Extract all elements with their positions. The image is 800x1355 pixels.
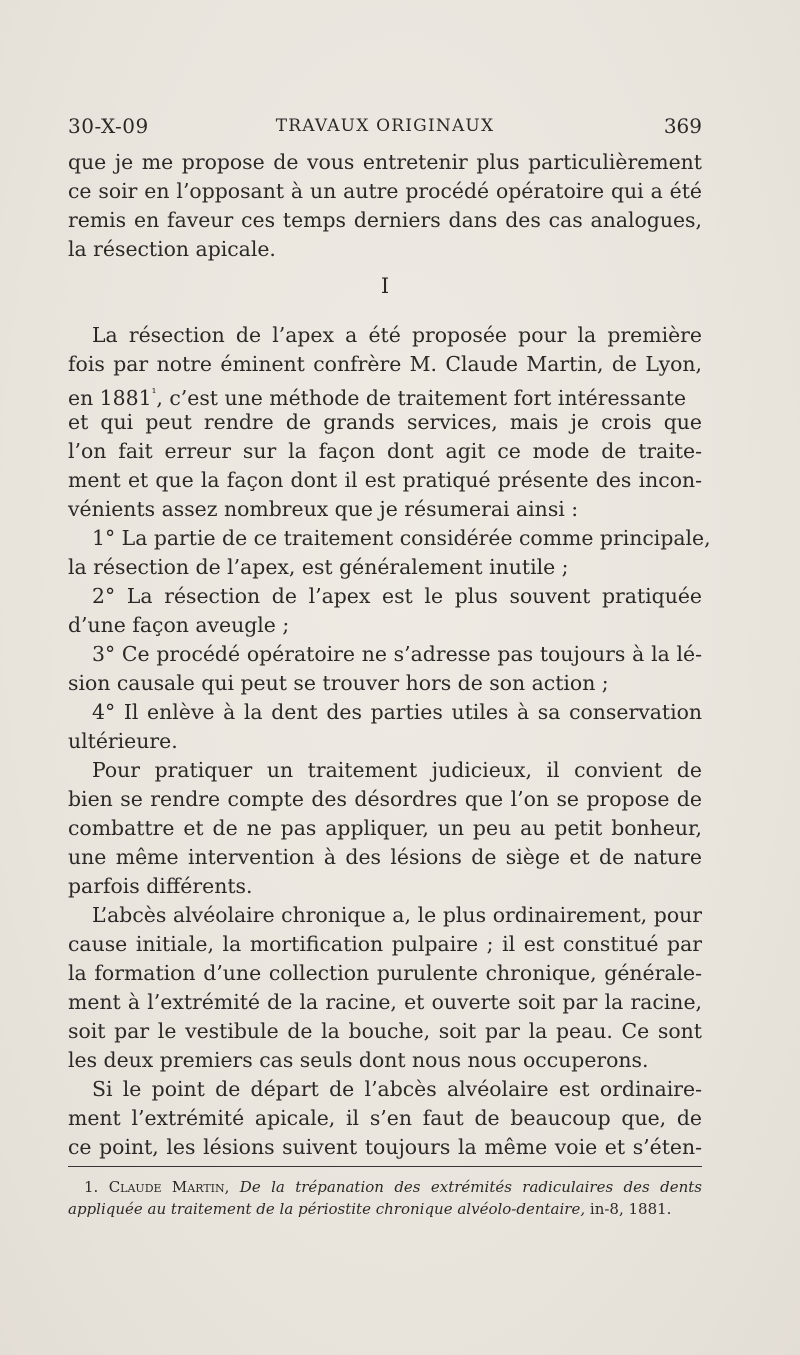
footnote-ref: ¹ (151, 386, 157, 400)
text-line: sion causale qui peut se trouver hors de son action ; (68, 671, 609, 695)
text-line: parfois différents. (68, 874, 253, 898)
footnote-title: De la trépanation des extrémités radiculaires des dents (239, 1178, 702, 1196)
text-line: la résection apicale. (68, 237, 276, 261)
text-line: Si le point de départ de l’abcès alvéolaire est ordinaire- (92, 1077, 702, 1101)
text-line: remis en faveur ces temps derniers dans des cas analogues, (68, 208, 702, 232)
text-line: combattre et de ne pas appliquer, un peu au petit bonheur, (68, 816, 702, 840)
text-fragment: en $1881^{^1}$, c’est une méthode de traitement fort intéressante (68, 385, 687, 410)
footnote-divider (68, 1166, 702, 1167)
text-line: ment et que la façon dont il est pratiqué présente des incon- (68, 468, 702, 492)
text-line: ce point, les lésions suivent toujours la même voie et s’éten- (68, 1135, 702, 1159)
text-line: et qui peut rendre de grands services, mais je crois que (68, 410, 702, 434)
text-line: Pour pratiquer un traitement judicieux, il convient de (92, 758, 702, 782)
running-header (68, 114, 702, 142)
text-line: que je me propose de vous entretenir plus particulièrement (68, 150, 702, 174)
footnote-number: 1. (84, 1178, 99, 1196)
text-line: cause initiale, la mortification pulpaire ; il est constitué par (68, 932, 702, 956)
footnote-line (68, 1198, 702, 1220)
header-title: TRAVAUX ORIGINAUX (275, 116, 495, 136)
list-item: 3° Ce procédé opératoire ne s’adresse pas toujours à la lé- (92, 642, 702, 666)
footnote-details: in-8, 1881. (589, 1200, 672, 1218)
text-line: les deux premiers cas seuls dont nous nous occuperons. (68, 1048, 649, 1072)
header-date: 30-X-09 (68, 114, 149, 138)
text-line: l’on fait erreur sur la façon dont agit ce mode de traite- (68, 439, 702, 463)
footnote-title-cont: appliquée au traitement de la périostite chronique alvéolo-dentaire, (68, 1200, 586, 1218)
section-heading: I (380, 274, 390, 298)
text-line: une même intervention à des lésions de siège et de nature (68, 845, 702, 869)
list-item: 2° La résection de l’apex est le plus souvent pratiquée (92, 584, 702, 608)
text-line: ment l’extrémité apicale, il s’en faut de beaucoup que, de (68, 1106, 702, 1130)
text-line: bien se rendre compte des désordres que l’on se propose de (68, 787, 702, 811)
list-item: 1° La partie de ce traitement considérée comme principale, (92, 526, 711, 550)
page-number: 369 (663, 114, 702, 138)
text-line: ment à l’extrémité de la racine, et ouverte soit par la racine, (68, 990, 702, 1014)
text-line (68, 379, 702, 410)
list-item: 4° Il enlève à la dent des parties utiles à sa conservation (92, 700, 702, 724)
text-line: ce soir en l’opposant à un autre procédé opératoire qui a été (68, 179, 702, 203)
text-line: La résection de l’apex a été proposée pour la première (92, 323, 702, 347)
text-line: ultérieure. (68, 729, 178, 753)
text-line: fois par notre éminent confrère M. Claude Martin, de Lyon, (68, 352, 702, 376)
text-line: L’abcès alvéolaire chronique a, le plus ordinairement, pour (92, 903, 702, 927)
text-line: vénients assez nombreux que je résumerai ainsi : (68, 497, 579, 521)
text-line: la résection de l’apex, est généralement inutile ; (68, 555, 569, 579)
text-line: d’une façon aveugle ; (68, 613, 290, 637)
text-line: soit par le vestibule de la bouche, soit par la peau. Ce sont (68, 1019, 702, 1043)
text-line: la formation d’une collection purulente chronique, générale- (68, 961, 702, 985)
footnote-line (84, 1176, 702, 1198)
footnote-author: Claude Martin, (108, 1178, 230, 1196)
